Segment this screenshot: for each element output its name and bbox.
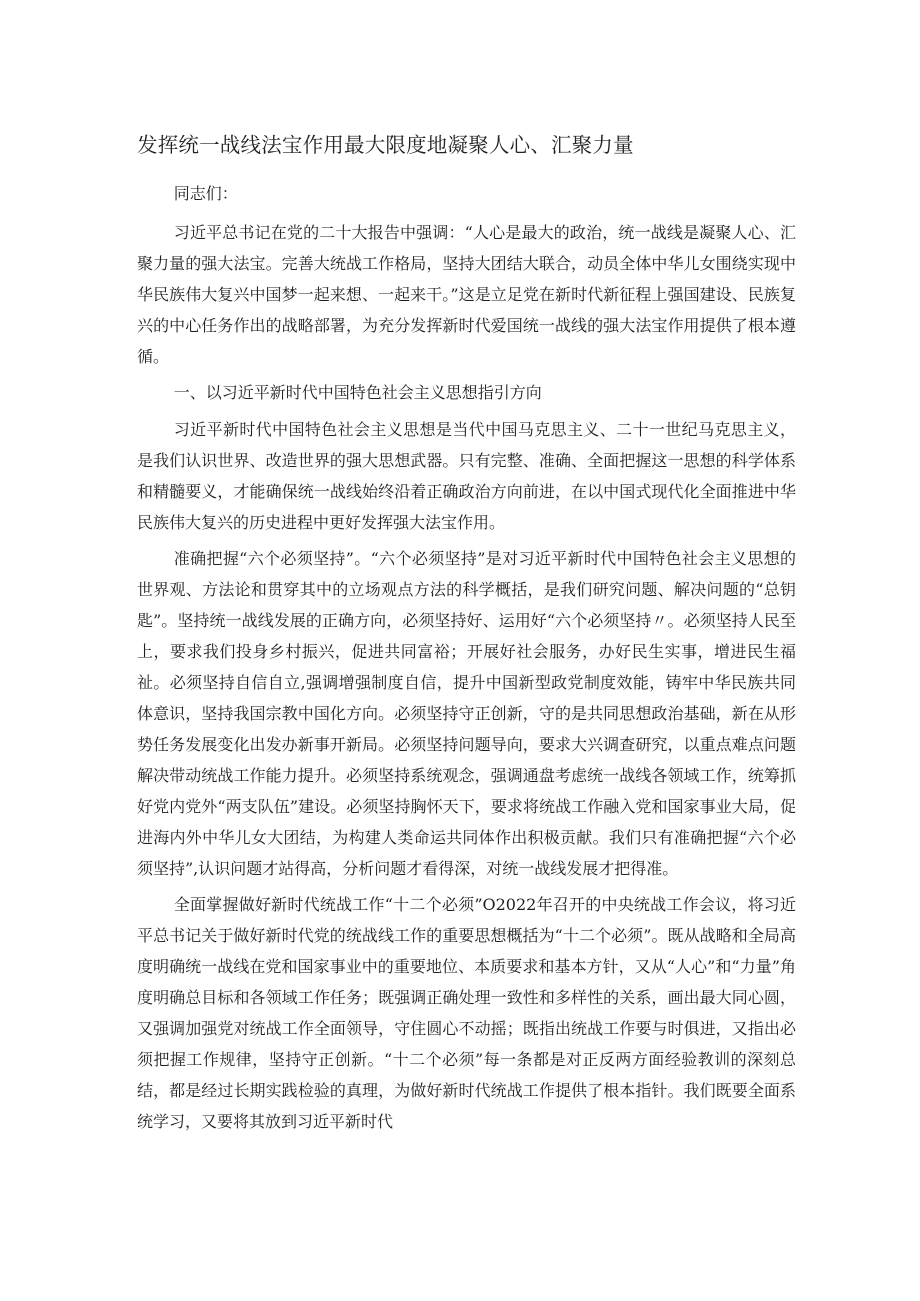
greeting: 同志们： xyxy=(173,184,238,203)
paragraph-intro: 习近平总书记在党的二十大报告中强调：“人心是最大的政治，统一战线是凝聚人心、汇聚力量的强大法宝。完善大统战工作格局，坚持大团结大联合，动员全体中华儿女围绕实现中华民族伟大复兴中国梦一起来想、一起来干。”这是立足党在新时代新征程上强国建设、民族复兴的中心任务作出的战略部署，为充分发挥新时代爱国统一战线的强大法宝作用提供了根本遵循。 xyxy=(137,223,796,366)
document-body xyxy=(137,178,796,1142)
document-title: 发挥统一战线法宝作用最大限度地凝聚人心、汇聚力量 xyxy=(137,133,634,157)
section-heading-1: 一、以习近平新时代中国特色社会主义思想指引方向 xyxy=(173,383,542,402)
paragraph-twelve-musts: 全面掌握做好新时代统战工作“十二个必须”O2022年召开的中央统战工作会议，将习近平总书记关于做好新时代党的统战线工作的重要思想概括为“十二个必须”。既从战略和全局高度明确统一战线在党和国家事业中的重要地位、本质要求和基本方针，又从“人心”和“力量”角度明确总目标和各领域工作任务；既强调正确处理一致性和多样性的关系，画出最大同心圆，又强调加强党对统战工作全面领导，守住圆心不动摇；既指出统战工作要与时俱进，又指出必须把握工作规律，坚持守正创新。“十二个必须”每一条都是对正反两方面经验教训的深刻总结，都是经过长期实践检验的真理，为做好新时代统战工作提供了根本指针。我们既要全面系统学习，又要将其放到习近平新时代 xyxy=(137,895,796,1131)
paragraph-six-musts: 准确把握“六个必须坚持”。“六个必须坚持”是对习近平新时代中国特色社会主义思想的世界观、方法论和贯穿其中的立场观点方法的科学概括，是我们研究问题、解决问题的“总钥匙”。坚持统一战线发展的正确方向，必须坚持好、运用好“六个必须坚持〃。必须坚持人民至上，要求我们投身乡村振兴，促进共同富裕；开展好社会服务，办好民生实事，增进民生福祉。必须坚持自信自立,强调增强制度自信，提升中国新型政党制度效能，铸牢中华民族共同体意识，坚持我国宗教中国化方向。必须坚持守正创新，守的是共同思想政治基础，新在从形势任务发展变化出发办新事开新局。必须坚持问题导向，要求大兴调查研究，以重点难点问题解决带动统战工作能力提升。必须坚持系统观念，强调通盘考虑统一战线各领域工作，统筹抓好党内党外“两支队伍”建设。必须坚持胸怀天下，要求将统战工作融入党和国家事业大局，促进海内外中华儿女大团结，为构建人类命运共同体作出积极贡献。我们只有准确把握“六个必须坚持”,认识问题才站得高，分析问题才看得深，对统一战线发展才把得准。 xyxy=(137,549,796,878)
paragraph-thought: 习近平新时代中国特色社会主义思想是当代中国马克思主义、二十一世纪马克思主义，是我们认识世界、改造世界的强大思想武器。只有完整、准确、全面把握这一思想的科学体系和精髓要义，才能确保统一战线始终沿着正确政治方向前进，在以中国式现代化全面推进中华民族伟大复兴的历史进程中更好发挥强大法宝作用。 xyxy=(137,420,796,532)
